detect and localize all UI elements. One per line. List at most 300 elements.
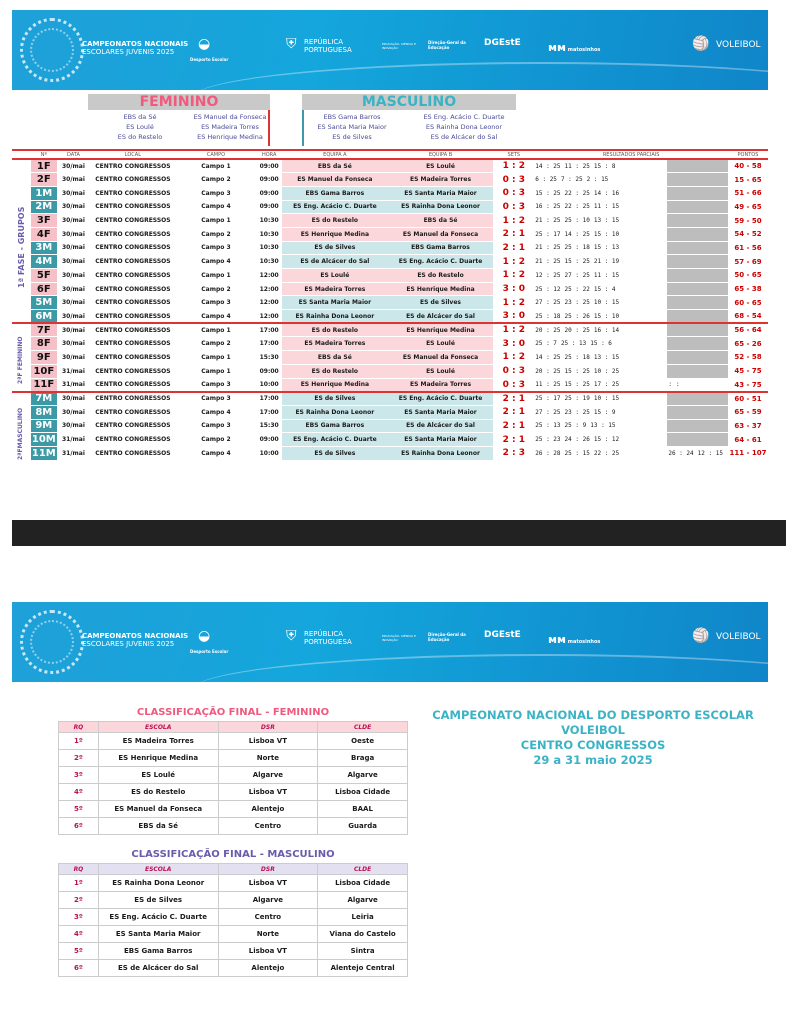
partial-set: 15 : 9 — [593, 408, 616, 416]
game-time: 17:00 — [256, 405, 282, 419]
col-dsr: DSR — [218, 864, 318, 875]
rank: 6º — [59, 960, 99, 977]
partial-set: 14 : 25 — [564, 230, 590, 238]
event-venue: CENTRO CONGRESSOS — [520, 738, 666, 752]
points: 52 - 58 — [728, 351, 768, 365]
team-a: ES Manuel da Fonseca — [282, 173, 388, 187]
table-row — [59, 784, 408, 801]
partial-set: 11 : 15 — [593, 271, 620, 279]
republic-label: REPÚBLICA PORTUGUESA — [304, 630, 352, 646]
table-row — [59, 943, 408, 960]
extra-sets — [667, 364, 728, 378]
team-b: ES Manuel da Fonseca — [388, 351, 494, 365]
partial-results — [534, 241, 667, 255]
game-number: 4M — [31, 255, 57, 269]
clde: Lisboa Cidade — [318, 784, 408, 801]
partial-set: 11 : 25 — [535, 381, 561, 389]
sets-score: 1 : 2 — [493, 351, 534, 365]
dsr: Alentejo — [218, 801, 318, 818]
game-venue: CENTRO CONGRESSOS — [90, 255, 175, 269]
col-clde: CLDE — [318, 864, 408, 875]
team-b: ES Loulé — [388, 364, 494, 378]
game-date: 30/mai — [57, 186, 90, 200]
game-number: 3F — [31, 214, 57, 228]
sets-a: 3 — [502, 311, 509, 322]
phase-2m-label: 2ªFMASCULINO — [17, 407, 24, 460]
game-court: Campo 1 — [176, 269, 257, 283]
school: EBS Gama Barros — [98, 943, 218, 960]
partial-results — [534, 200, 667, 214]
school: ES Loulé — [98, 767, 218, 784]
partial-set: 25 : 13 — [560, 340, 587, 348]
clde: Lisboa Cidade — [318, 875, 408, 892]
team-b: ES do Restelo — [388, 269, 494, 283]
points-a: 52 — [734, 353, 745, 362]
col-rq: RQ — [59, 864, 99, 875]
game-time: 09:00 — [256, 433, 282, 447]
partial-results — [534, 173, 667, 187]
points-a: 65 — [734, 285, 745, 294]
partial-set: 25 : 10 — [564, 217, 590, 225]
game-time: 09:00 — [256, 173, 282, 187]
partial-results — [534, 310, 667, 324]
dsr: Lisboa VT — [218, 943, 318, 960]
partial-results — [534, 296, 667, 310]
team-b: ES Madeira Torres — [388, 378, 494, 392]
dgeste-label: DGEstE — [484, 630, 521, 640]
republic-shield-icon: ⛨ — [286, 628, 297, 644]
matosinhos-label: ᴍᴍ matosinhos — [548, 633, 601, 646]
clde: Oeste — [318, 733, 408, 750]
game-time: 10:30 — [256, 241, 282, 255]
partial-set: 7 : 25 — [560, 176, 583, 184]
extra-sets — [667, 433, 728, 447]
partial-results — [534, 337, 667, 351]
class-fem-table — [58, 721, 408, 835]
game-court: Campo 3 — [176, 392, 257, 406]
game-time: 15:30 — [256, 351, 282, 365]
game-court: Campo 1 — [176, 351, 257, 365]
game-venue: CENTRO CONGRESSOS — [90, 200, 175, 214]
sets-a: 3 — [502, 338, 509, 349]
dsr: Centro — [218, 909, 318, 926]
points-a: 59 — [734, 216, 745, 225]
partial-set: 25 : 18 — [535, 312, 561, 320]
game-date: 30/mai — [57, 419, 90, 433]
points: 15 - 65 — [728, 173, 768, 187]
game-time: 17:00 — [256, 323, 282, 337]
partial-set: 15 : 25 — [564, 367, 590, 375]
table-row — [59, 892, 408, 909]
game-date: 30/mai — [57, 214, 90, 228]
game-venue: CENTRO CONGRESSOS — [90, 241, 175, 255]
table-row — [59, 818, 408, 835]
sets-score: 0 : 3 — [493, 364, 534, 378]
points-a: 60 — [734, 394, 745, 403]
rank: 4º — [59, 784, 99, 801]
partial-results — [534, 378, 667, 392]
extra-sets — [667, 378, 728, 392]
game-venue: CENTRO CONGRESSOS — [90, 159, 175, 173]
partial-set: 15 : 25 — [564, 258, 590, 266]
table-row — [12, 337, 768, 351]
game-number: 10F — [31, 364, 57, 378]
rank: 1º — [59, 733, 99, 750]
phase-cell — [12, 159, 31, 173]
extra-sets — [667, 159, 728, 173]
rank: 5º — [59, 801, 99, 818]
team-a: EBS da Sé — [282, 159, 388, 173]
sets-b: 2 — [518, 161, 525, 172]
points-b: 26 — [751, 339, 762, 348]
partial-set: 22 : 25 — [564, 189, 590, 197]
game-time: 12:00 — [256, 269, 282, 283]
game-time: 09:00 — [256, 159, 282, 173]
points-a: 51 — [734, 189, 745, 198]
dsr: Norte — [218, 926, 318, 943]
col-dsr: DSR — [218, 722, 318, 733]
game-court: Campo 4 — [176, 255, 257, 269]
points-a: 40 — [734, 162, 745, 171]
rank: 2º — [59, 892, 99, 909]
event-info — [428, 708, 758, 768]
partial-set: 15 : 8 — [593, 162, 616, 170]
game-venue: CENTRO CONGRESSOS — [90, 173, 175, 187]
partial-set: 21 : 19 — [593, 258, 620, 266]
team-a: EBS da Sé — [282, 351, 388, 365]
table-row — [12, 364, 768, 378]
team-b: EBS da Sé — [388, 214, 494, 228]
table-row — [12, 186, 768, 200]
game-date: 30/mai — [57, 159, 90, 173]
game-date: 30/mai — [57, 255, 90, 269]
game-date: 30/mai — [57, 200, 90, 214]
col-local: LOCAL — [90, 150, 175, 159]
game-court: Campo 4 — [176, 446, 257, 460]
points-a: 57 — [734, 257, 745, 266]
game-number: 4F — [31, 227, 57, 241]
team-a: ES de Silves — [282, 241, 388, 255]
points: 61 - 56 — [728, 241, 768, 255]
sets-b: 1 — [518, 434, 525, 445]
partial-set: 15 : 6 — [590, 340, 612, 348]
team-b: ES Manuel da Fonseca — [388, 227, 494, 241]
team-a: ES Madeira Torres — [282, 337, 388, 351]
team-a: ES Eng. Acácio C. Duarte — [282, 433, 388, 447]
game-venue: CENTRO CONGRESSOS — [90, 214, 175, 228]
game-date: 30/mai — [57, 173, 90, 187]
game-date: 30/mai — [57, 405, 90, 419]
phase-cell — [12, 310, 31, 324]
points: 64 - 61 — [728, 433, 768, 447]
rank: 1º — [59, 875, 99, 892]
school: ES Madeira Torres — [98, 733, 218, 750]
team-a: EBS Gama Barros — [282, 419, 388, 433]
sets-score: 0 : 3 — [493, 200, 534, 214]
partial-set: 25 : 17 — [535, 230, 561, 238]
points: 65 - 38 — [728, 282, 768, 296]
game-date: 30/mai — [57, 337, 90, 351]
game-time: 09:00 — [256, 200, 282, 214]
team-b: ES Henrique Medina — [388, 282, 494, 296]
sets-score: 3 : 0 — [493, 310, 534, 324]
sport-label: VOLEIBOL — [716, 632, 761, 642]
volleyball-player-icon: 🏐 — [692, 628, 710, 644]
class-mas-table — [58, 863, 408, 977]
partial-results — [534, 323, 667, 337]
partial-set: 13 : 15 — [593, 217, 620, 225]
rank: 5º — [59, 943, 99, 960]
partial-set: 25 : 18 — [564, 244, 590, 252]
partial-set: 25 : 18 — [564, 353, 590, 361]
col-campo: CAMPO — [176, 150, 257, 159]
team-b: ES Rainha Dona Leonor — [388, 446, 494, 460]
team-b: ES Loulé — [388, 337, 494, 351]
points-b: 59 — [751, 408, 762, 417]
sets-b: 3 — [518, 448, 525, 459]
clde: Leiria — [318, 909, 408, 926]
extra-sets — [667, 323, 728, 337]
banner-title: CAMPEONATOS NACIONAIS ESCOLARES JUVENIS 2025 — [82, 40, 189, 56]
class-header — [59, 722, 408, 733]
points-a: 56 — [734, 326, 745, 335]
game-number: 9M — [31, 419, 57, 433]
sets-b: 2 — [518, 270, 525, 281]
partial-set: 25 : 7 — [535, 340, 557, 348]
game-venue: CENTRO CONGRESSOS — [90, 296, 175, 310]
sets-b: 3 — [518, 174, 525, 185]
rank: 6º — [59, 818, 99, 835]
sets-b: 2 — [518, 325, 525, 336]
school: EBS da Sé — [98, 818, 218, 835]
partial-set: 25 : 15 — [564, 449, 590, 457]
sets-score: 0 : 3 — [493, 186, 534, 200]
partial-results — [534, 433, 667, 447]
game-date: 30/mai — [57, 269, 90, 283]
mas-group-b: ES Eng. Acácio C. Duarte ES Rainha Dona Leonor ES de Alcácer do Sal — [423, 113, 505, 141]
points-a: 63 — [734, 421, 745, 430]
points: 45 - 75 — [728, 364, 768, 378]
school: ES Henrique Medina — [98, 750, 218, 767]
fem-group-b: ES Manuel da Fonseca ES Madeira Torres ES Henrique Medina — [193, 113, 267, 141]
partial-set: 27 : 25 — [535, 299, 561, 307]
extra-sets — [667, 227, 728, 241]
points: 43 - 75 — [728, 378, 768, 392]
team-b: ES de Alcácer do Sal — [388, 310, 494, 324]
partial-set: 22 : 25 — [564, 203, 590, 211]
game-time: 12:00 — [256, 296, 282, 310]
game-number: 8M — [31, 405, 57, 419]
sets-b: 1 — [518, 407, 525, 418]
team-b: EBS Gama Barros — [388, 241, 494, 255]
dsr: Alentejo — [218, 960, 318, 977]
sets-a: 2 — [502, 448, 509, 459]
sets-b: 0 — [518, 338, 525, 349]
extra-sets — [667, 269, 728, 283]
page-separator — [12, 520, 786, 546]
extra-sets — [667, 419, 728, 433]
game-number: 3M — [31, 241, 57, 255]
extra-sets — [667, 255, 728, 269]
table-row — [12, 269, 768, 283]
game-number: 8F — [31, 337, 57, 351]
sets-b: 1 — [518, 420, 525, 431]
event-title: CAMPEONATO NACIONAL DO DESPORTO ESCOLAR — [432, 708, 754, 722]
game-time: 09:00 — [256, 364, 282, 378]
team-b: ES de Silves — [388, 296, 494, 310]
table-row — [12, 241, 768, 255]
extra-sets — [667, 446, 728, 460]
partial-set: 20 : 25 — [564, 326, 590, 334]
team-a: ES Rainha Dona Leonor — [282, 405, 388, 419]
game-venue: CENTRO CONGRESSOS — [90, 419, 175, 433]
ministry-label: EDUCAÇÃO, CIÊNCIA E INOVAÇÃO — [382, 42, 416, 50]
game-court: Campo 3 — [176, 186, 257, 200]
table-row — [12, 214, 768, 228]
table-row — [59, 909, 408, 926]
sets-a: 1 — [502, 161, 509, 172]
points-b: 50 — [751, 216, 762, 225]
team-a: ES do Restelo — [282, 323, 388, 337]
team-b: ES Eng. Acácio C. Duarte — [388, 255, 494, 269]
dsr: Algarve — [218, 767, 318, 784]
points-b: 65 — [751, 202, 762, 211]
game-number: 1F — [31, 159, 57, 173]
table-row — [12, 296, 768, 310]
clde: Algarve — [318, 892, 408, 909]
logo-dots-inner-icon — [30, 620, 74, 664]
game-number: 11M — [31, 447, 56, 459]
partial-results — [534, 255, 667, 269]
points-b: 64 — [751, 326, 762, 335]
points-b: 65 — [751, 271, 762, 280]
points-b: 37 — [751, 421, 762, 430]
table-row — [12, 310, 768, 324]
partial-set: 25 : 12 — [535, 285, 561, 293]
points-a: 54 — [734, 230, 745, 239]
game-court: Campo 1 — [176, 214, 257, 228]
points-b: 51 — [751, 394, 762, 403]
game-date: 30/mai — [57, 392, 90, 406]
game-venue: CENTRO CONGRESSOS — [90, 378, 175, 392]
logo-dots-inner-icon — [30, 28, 74, 72]
partial-set: : — [668, 381, 672, 389]
sets-a: 1 — [502, 256, 509, 267]
points-a: 65 — [734, 339, 745, 348]
partial-set: 20 : 25 — [535, 367, 561, 375]
team-a: ES Madeira Torres — [282, 282, 388, 296]
partial-set: 23 : 25 — [564, 299, 590, 307]
col-clde: CLDE — [318, 722, 408, 733]
points-a: 60 — [734, 298, 745, 307]
table-row — [12, 173, 768, 187]
game-court: Campo 4 — [176, 200, 257, 214]
points: 63 - 37 — [728, 419, 768, 433]
team-a: ES Henrique Medina — [282, 378, 388, 392]
partial-set: 15 : 10 — [593, 230, 620, 238]
sets-score: 3 : 0 — [493, 337, 534, 351]
table-row — [12, 227, 768, 241]
game-number: 1M — [31, 186, 57, 200]
col-hora: HORA — [256, 150, 282, 159]
team-a: ES Loulé — [282, 269, 388, 283]
partial-results — [534, 419, 667, 433]
partial-set: 13 : 15 — [593, 353, 620, 361]
extra-sets — [667, 392, 728, 406]
game-time: 12:00 — [256, 282, 282, 296]
sets-a: 0 — [502, 188, 509, 199]
partial-set: 25 : 19 — [564, 395, 590, 403]
points-b: 61 — [751, 435, 762, 444]
team-b: ES Santa Maria Maior — [388, 186, 494, 200]
points-b: 66 — [751, 189, 762, 198]
sets-b: 2 — [518, 215, 525, 226]
partial-results — [534, 282, 667, 296]
partial-set: 20 : 25 — [535, 326, 561, 334]
school: ES de Alcácer do Sal — [98, 960, 218, 977]
partial-results — [534, 214, 667, 228]
partial-set: 15 : 10 — [593, 312, 620, 320]
game-venue: CENTRO CONGRESSOS — [90, 392, 175, 406]
school: ES Eng. Acácio C. Duarte — [98, 909, 218, 926]
points-b: 65 — [751, 298, 762, 307]
phase-cell — [12, 392, 31, 406]
game-date: 31/mai — [57, 446, 90, 460]
team-b: ES Henrique Medina — [388, 323, 494, 337]
clde: Guarda — [318, 818, 408, 835]
table-row — [12, 419, 768, 433]
ds-logo-icon: ◒ — [198, 36, 211, 52]
partial-set: 25 : 23 — [535, 436, 561, 444]
phase-cell — [12, 296, 31, 310]
points-a: 68 — [734, 312, 745, 321]
games-table — [12, 149, 768, 461]
sets-score: 2 : 1 — [493, 405, 534, 419]
game-time: 10:30 — [256, 227, 282, 241]
team-a: ES Henrique Medina — [282, 227, 388, 241]
partial-set: 25 : 22 — [564, 285, 590, 293]
points: 60 - 51 — [728, 392, 768, 406]
sets-a: 3 — [502, 284, 509, 295]
partial-set: 14 : 25 — [535, 353, 561, 361]
ds-logo-icon: ◒ — [198, 628, 211, 644]
table-row — [12, 323, 768, 337]
sets-a: 1 — [502, 325, 509, 336]
partial-set: 27 : 25 — [535, 408, 561, 416]
sets-score: 2 : 1 — [493, 419, 534, 433]
points: 68 - 54 — [728, 310, 768, 324]
game-venue: CENTRO CONGRESSOS — [90, 227, 175, 241]
sets-score: 2 : 1 — [493, 241, 534, 255]
republic-label: REPÚBLICA PORTUGUESA — [304, 38, 352, 54]
game-court: Campo 1 — [176, 159, 257, 173]
team-a: ES Eng. Acácio C. Duarte — [282, 200, 388, 214]
team-a: EBS Gama Barros — [282, 186, 388, 200]
table-row — [12, 351, 768, 365]
game-number: 6M — [31, 310, 57, 324]
school: ES Santa Maria Maior — [98, 926, 218, 943]
partial-set: 13 : 15 — [590, 422, 616, 430]
clde: Algarve — [318, 767, 408, 784]
extra-sets — [667, 282, 728, 296]
team-b: ES Santa Maria Maior — [388, 433, 494, 447]
partial-set: 2 : 15 — [586, 176, 609, 184]
points-b: 58 — [751, 162, 762, 171]
game-court: Campo 2 — [176, 282, 257, 296]
col-team-b: EQUIPA B — [388, 150, 494, 159]
game-time: 10:00 — [256, 446, 282, 460]
rank: 2º — [59, 750, 99, 767]
